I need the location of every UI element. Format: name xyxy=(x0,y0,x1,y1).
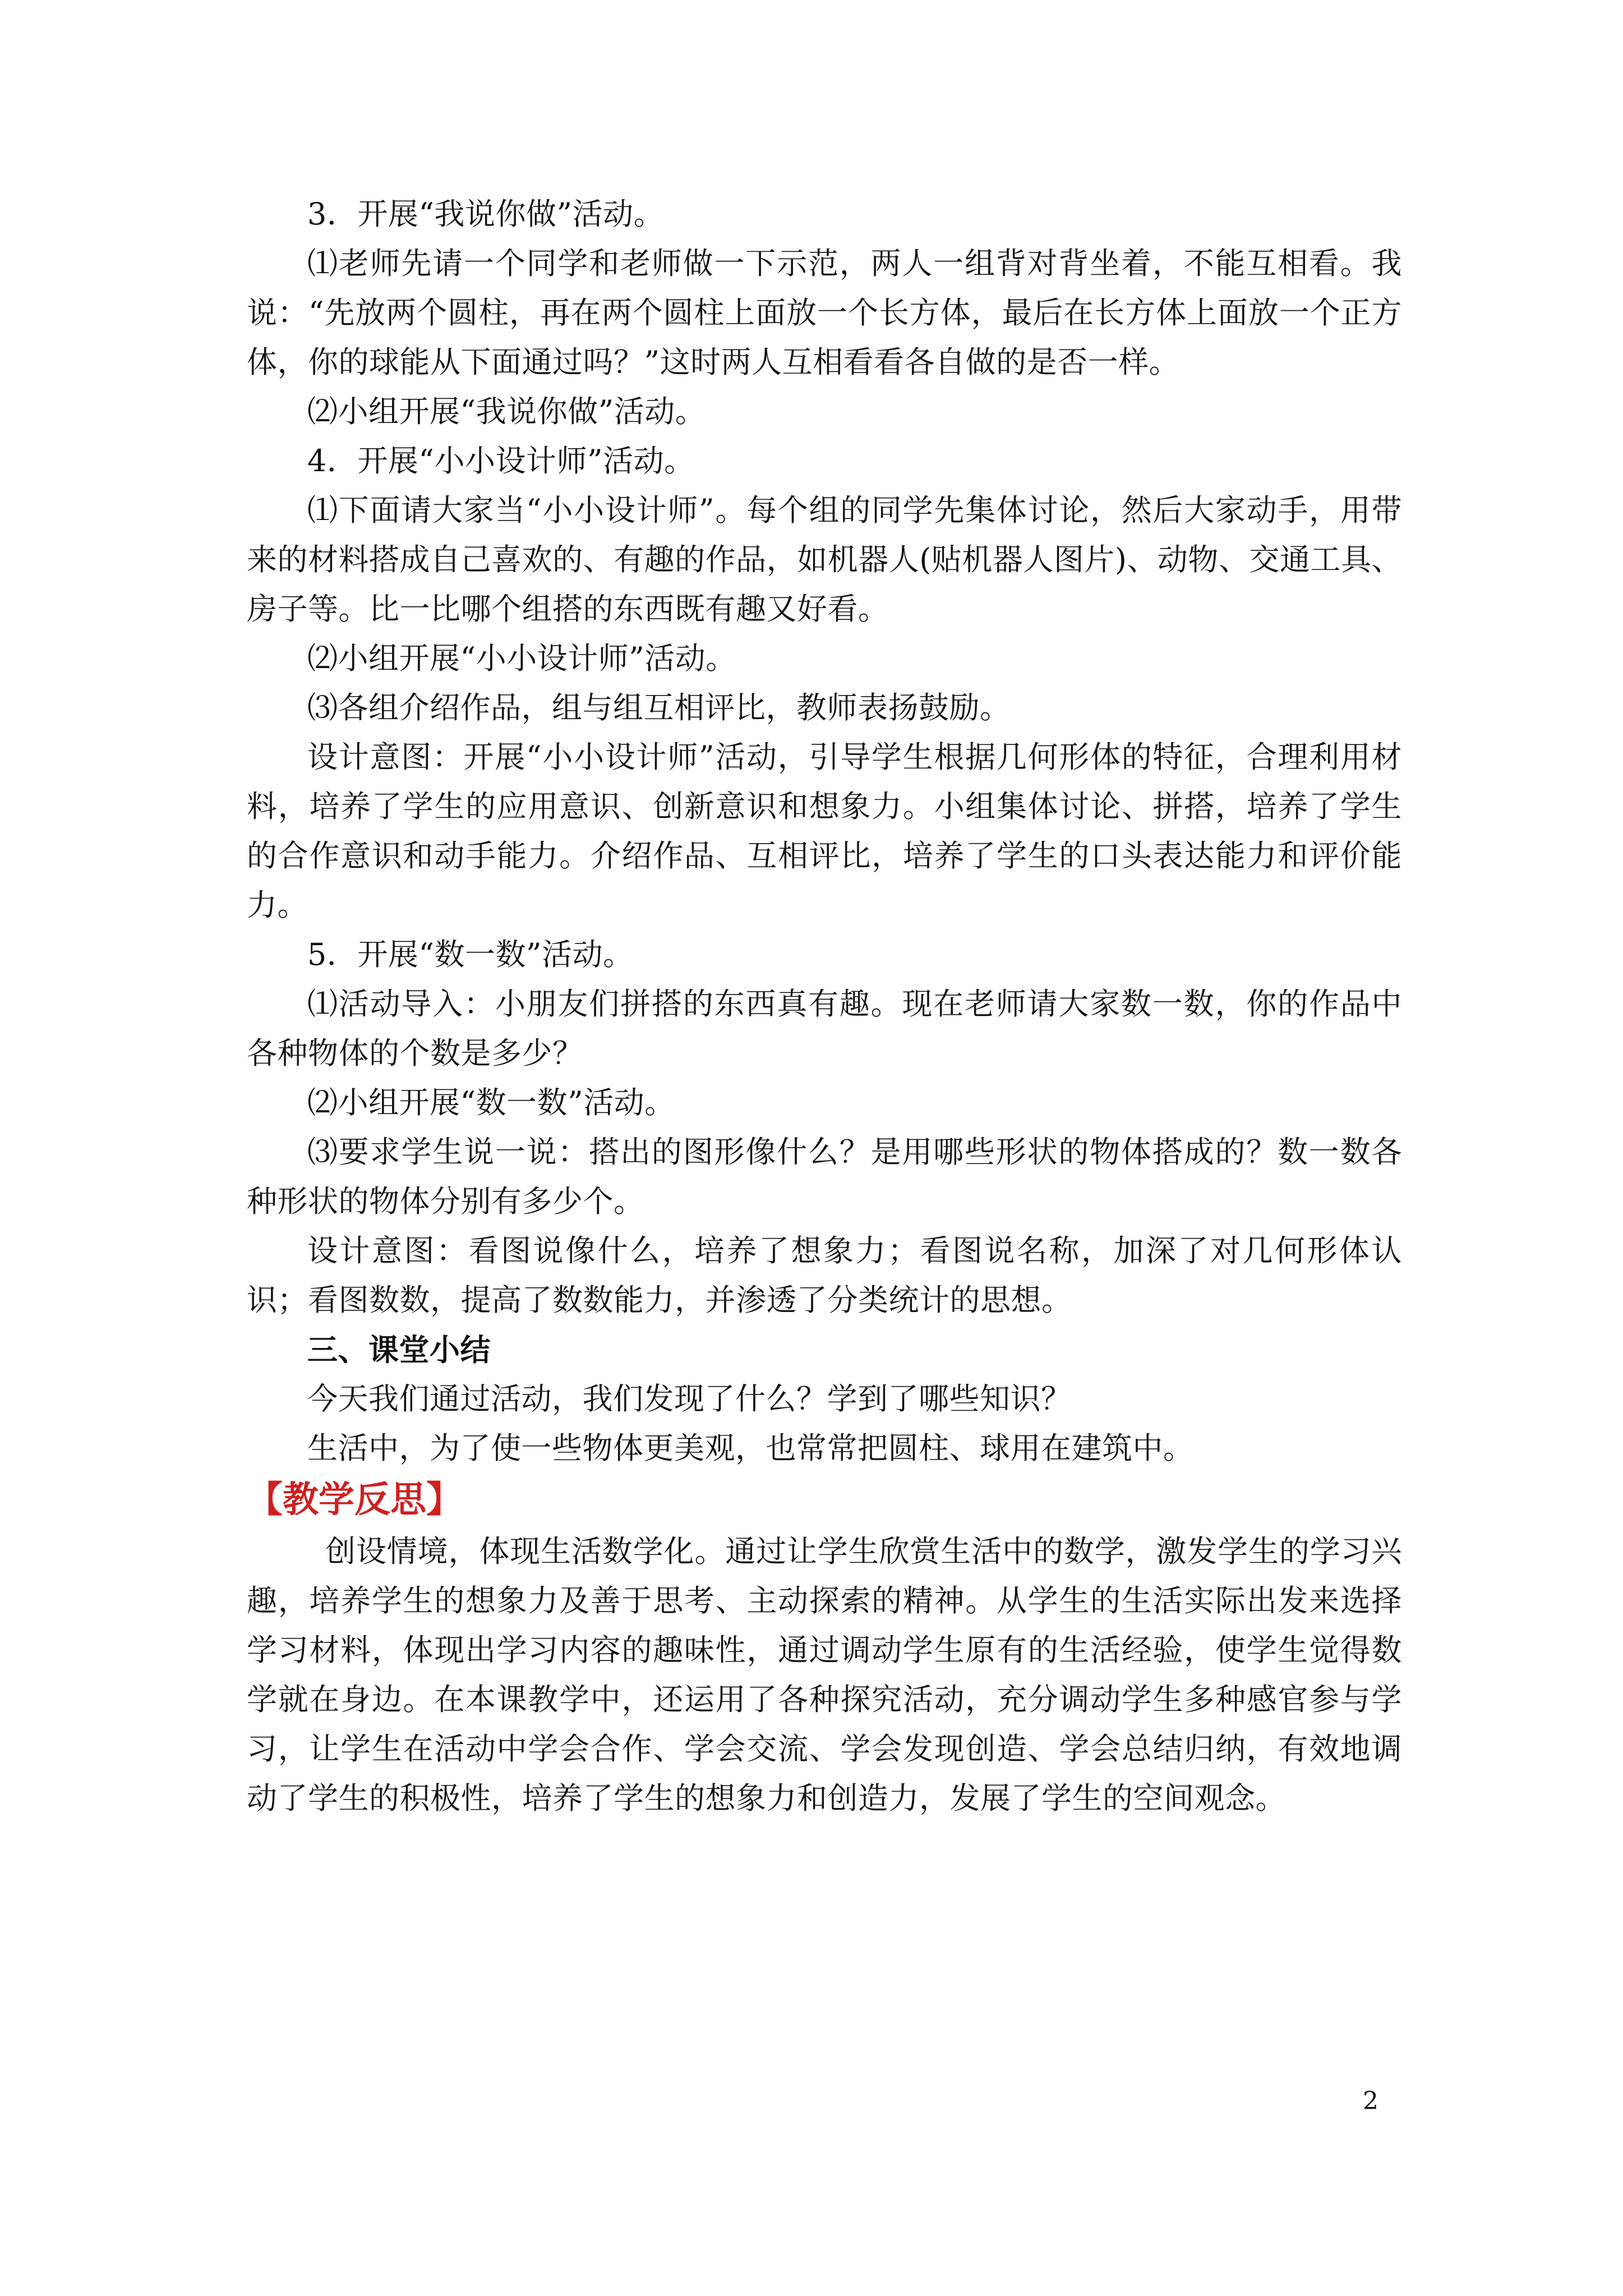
paragraph-activity-3-step-1: ⑴老师先请一个同学和老师做一下示范，两人一组背对背坐着，不能互相看。我说：“先放两个圆柱，再在两个圆柱上面放一个长方体，最后在长方体上面放一个正方体，你的球能从下面通过吗？”这时两人互相看看各自做的是否一样。 xyxy=(247,246,1402,380)
page-number: 2 xyxy=(1363,2087,1378,2115)
paragraph-design-intent-2: 设计意图：看图说像什么，培养了想象力；看图说名称，加深了对几何形体认识；看图数数，提高了数数能力，并渗透了分类统计的思想。 xyxy=(247,1233,1402,1318)
paragraph-activity-3-title: 3．开展“我说你做”活动。 xyxy=(307,196,665,232)
paragraph-activity-4-step-1: ⑴下面请大家当“小小设计师”。每个组的同学先集体讨论，然后大家动手，用带来的材料搭成自己喜欢的、有趣的作品，如机器人(贴机器人图片)、动物、交通工具、房子等。比一比哪个组搭的东西既有趣又好看。 xyxy=(247,493,1402,627)
paragraph-activity-5-step-1: ⑴活动导入：小朋友们拼搭的东西真有趣。现在老师请大家数一数，你的作品中各种物体的个数是多少？ xyxy=(247,986,1402,1071)
summary-paragraph-1: 今天我们通过活动，我们发现了什么？学到了哪些知识？ xyxy=(307,1381,1072,1416)
reflection-paragraph: 创设情境，体现生活数学化。通过让学生欣赏生活中的数学，激发学生的学习兴趣，培养学生的想象力及善于思考、主动探索的精神。从学生的生活实际出发来选择学习材料，体现出学习内容的趣味性，通过调动学生原有的生活经验，使学生觉得数学就在身边。在本课教学中，还运用了各种探究活动，充分调动学生多种感官参与学习，让学生在活动中学会合作、学会交流、学会发现创造、学会总结归纳，有效地调动了学生的积极性，培养了学生的想象力和创造力，发展了学生的空间观念。 xyxy=(247,1534,1402,1816)
summary-paragraph-2: 生活中，为了使一些物体更美观，也常常把圆柱、球用在建筑中。 xyxy=(307,1430,1194,1466)
reflection-heading: 【教学反思】 xyxy=(247,1479,462,1521)
paragraph-activity-5-title: 5．开展“数一数”活动。 xyxy=(307,937,634,972)
paragraph-activity-5-step-3: ⑶要求学生说一说：搭出的图形像什么？是用哪些形状的物体搭成的？数一数各种形状的物体分别有多少个。 xyxy=(247,1134,1402,1219)
paragraph-design-intent-1: 设计意图：开展“小小设计师”活动，引导学生根据几何形体的特征，合理利用材料，培养了学生的应用意识、创新意识和想象力。小组集体讨论、拼搭，培养了学生的合作意识和动手能力。介绍作品、互相评比，培养了学生的口头表达能力和评价能力。 xyxy=(247,739,1402,923)
paragraph-activity-4-step-2: ⑵小组开展“小小设计师”活动。 xyxy=(307,641,736,676)
paragraph-activity-4-step-3: ⑶各组介绍作品，组与组互相评比，教师表扬鼓励。 xyxy=(307,690,1011,725)
summary-heading: 三、课堂小结 xyxy=(307,1332,491,1368)
page-content xyxy=(247,190,1402,1823)
paragraph-activity-3-step-2: ⑵小组开展“我说你做”活动。 xyxy=(307,394,706,429)
paragraph-activity-4-title: 4．开展“小小设计师”活动。 xyxy=(307,443,695,478)
paragraph-activity-5-step-2: ⑵小组开展“数一数”活动。 xyxy=(307,1085,675,1120)
